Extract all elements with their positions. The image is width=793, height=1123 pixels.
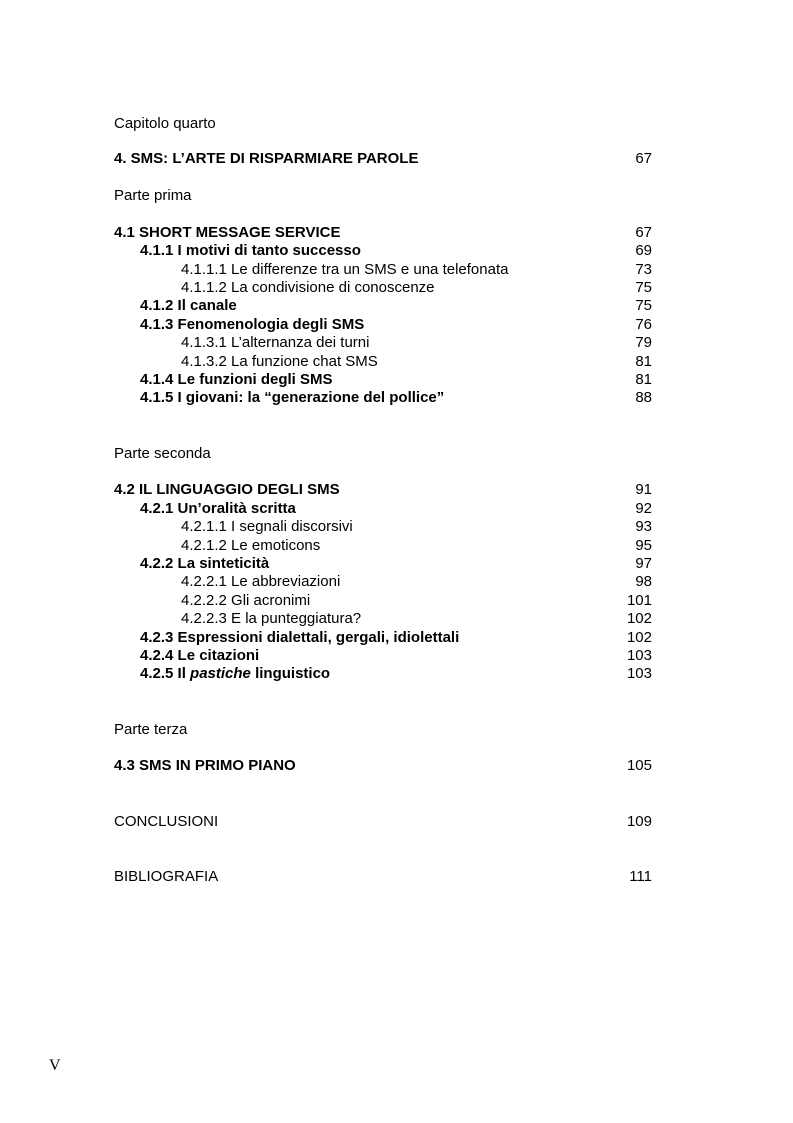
toc-entry-page: 93 (635, 518, 652, 535)
toc-entry-4-1-1-2 (114, 279, 652, 297)
chapter-heading-label: Capitolo quarto (114, 115, 216, 132)
toc-entry-label: 4.1.4 Le funzioni degli SMS (140, 371, 333, 388)
toc-entry-page: 81 (635, 353, 652, 370)
toc-entry-page: 105 (626, 757, 652, 774)
toc-entry-page: 76 (635, 316, 652, 333)
chapter-heading (114, 115, 652, 133)
toc-entry-page: 103 (626, 665, 652, 682)
toc-entry-label-prefix: 4.2.5 Il (140, 665, 191, 682)
toc-entry-page: 95 (635, 537, 652, 554)
toc-entry-label: 4.2.1 Un’oralità scritta (140, 500, 296, 517)
toc-entry-label: 4.1.3 Fenomenologia degli SMS (140, 316, 365, 333)
toc-entry-4-2-3 (114, 629, 652, 647)
toc-entry-label: 4.2.2.1 Le abbreviazioni (181, 573, 341, 590)
toc-entry-label: 4. SMS: L’ARTE DI RISPARMIARE PAROLE (114, 150, 419, 167)
toc-entry-bibliografia (114, 868, 652, 886)
toc-entry-page: 75 (635, 279, 652, 296)
toc-entry-4-1-2 (114, 297, 652, 315)
toc-entry-4-3 (114, 757, 652, 775)
toc-entry-label: 4.2.2.2 Gli acronimi (181, 592, 311, 609)
toc-entry-page: 67 (635, 150, 652, 167)
toc-entry-page: 109 (626, 813, 652, 830)
toc-entry-page: 73 (635, 261, 652, 278)
toc-entry-4-2-2-3 (114, 610, 652, 628)
toc-entry-page: 69 (635, 242, 652, 259)
toc-entry-label: 4.2.1.2 Le emoticons (181, 537, 321, 554)
toc-entry-label: 4.1.2 Il canale (140, 297, 237, 314)
toc-entry-page: 101 (626, 592, 652, 609)
toc-entry-4-1-3-1 (114, 334, 652, 352)
toc-entry-label: 4.1.1 I motivi di tanto successo (140, 242, 361, 259)
toc-entry-page: 111 (629, 868, 652, 885)
toc-entry-label: 4.3 SMS IN PRIMO PIANO (114, 757, 296, 774)
toc-entry-label: 4.2.1.1 I segnali discorsivi (181, 518, 353, 535)
toc-entry-page: 102 (626, 629, 652, 646)
toc-entry-page: 102 (626, 610, 652, 627)
toc-entry-label-suffix: linguistico (250, 665, 331, 682)
toc-entry-label: 4.1.3.2 La funzione chat SMS (181, 353, 378, 370)
toc-entry-page: 92 (635, 500, 652, 517)
toc-entry-page: 75 (635, 297, 652, 314)
toc-entry-4-1-1-1 (114, 261, 652, 279)
toc-entry-label: 4.1.1.1 Le differenze tra un SMS e una telefonata (181, 261, 509, 278)
part-heading-label: Parte seconda (114, 445, 211, 462)
toc-entry-4-2-2 (114, 555, 652, 573)
toc-entry-page: 97 (635, 555, 652, 572)
toc-entry-4-2-5 (114, 665, 652, 683)
toc-entry-4-2-2-2 (114, 592, 652, 610)
part2-heading (114, 445, 652, 463)
toc-entry-page: 91 (635, 481, 652, 498)
page-number: V (49, 1057, 61, 1074)
toc-entry-4-1-1 (114, 242, 652, 260)
toc-entry-4-1 (114, 224, 652, 242)
part1-heading (114, 187, 652, 205)
toc-entry-4-2 (114, 481, 652, 499)
toc-entry-page: 103 (626, 647, 652, 664)
toc-entry-4-1-3-2 (114, 353, 652, 371)
toc-entry-label (140, 665, 330, 683)
toc-entry-4-1-5 (114, 389, 652, 407)
toc-entry-label: 4.2.4 Le citazioni (140, 647, 260, 664)
part3-heading (114, 721, 652, 739)
toc-entry-4-1-3 (114, 316, 652, 334)
toc-entry-label: 4.2.3 Espressioni dialettali, gergali, idiolettali (140, 629, 460, 646)
toc-entry-label: 4.1 SHORT MESSAGE SERVICE (114, 224, 341, 241)
toc-entry-label: 4.2.2 La sinteticità (140, 555, 270, 572)
toc-entry-label: 4.1.1.2 La condivisione di conoscenze (181, 279, 435, 296)
toc-entry-label-italic: pastiche (190, 665, 251, 682)
toc-entry-page: 98 (635, 573, 652, 590)
toc-entry-4-2-2-1 (114, 573, 652, 591)
toc-entry-4-2-1 (114, 500, 652, 518)
toc-entry-label: 4.2.2.3 E la punteggiatura? (181, 610, 362, 627)
toc-entry-label: 4.2 IL LINGUAGGIO DEGLI SMS (114, 481, 340, 498)
toc-entry-label: 4.1.3.1 L’alternanza dei turni (181, 334, 370, 351)
toc-entry-4-1-4 (114, 371, 652, 389)
toc-entry-conclusioni (114, 813, 652, 831)
toc-entry-4-2-1-1 (114, 518, 652, 536)
toc-entry-chapter (114, 150, 652, 168)
part-heading-label: Parte prima (114, 187, 192, 204)
toc-entry-page: 88 (635, 389, 652, 406)
part-heading-label: Parte terza (114, 721, 188, 738)
toc-entry-4-2-1-2 (114, 537, 652, 555)
toc-entry-4-2-4 (114, 647, 652, 665)
toc-entry-label: BIBLIOGRAFIA (114, 868, 219, 885)
toc-entry-page: 67 (635, 224, 652, 241)
toc-entry-page: 81 (635, 371, 652, 388)
toc-entry-page: 79 (635, 334, 652, 351)
toc-entry-label: 4.1.5 I giovani: la “generazione del pollice” (140, 389, 445, 406)
toc-entry-label: CONCLUSIONI (114, 813, 219, 830)
